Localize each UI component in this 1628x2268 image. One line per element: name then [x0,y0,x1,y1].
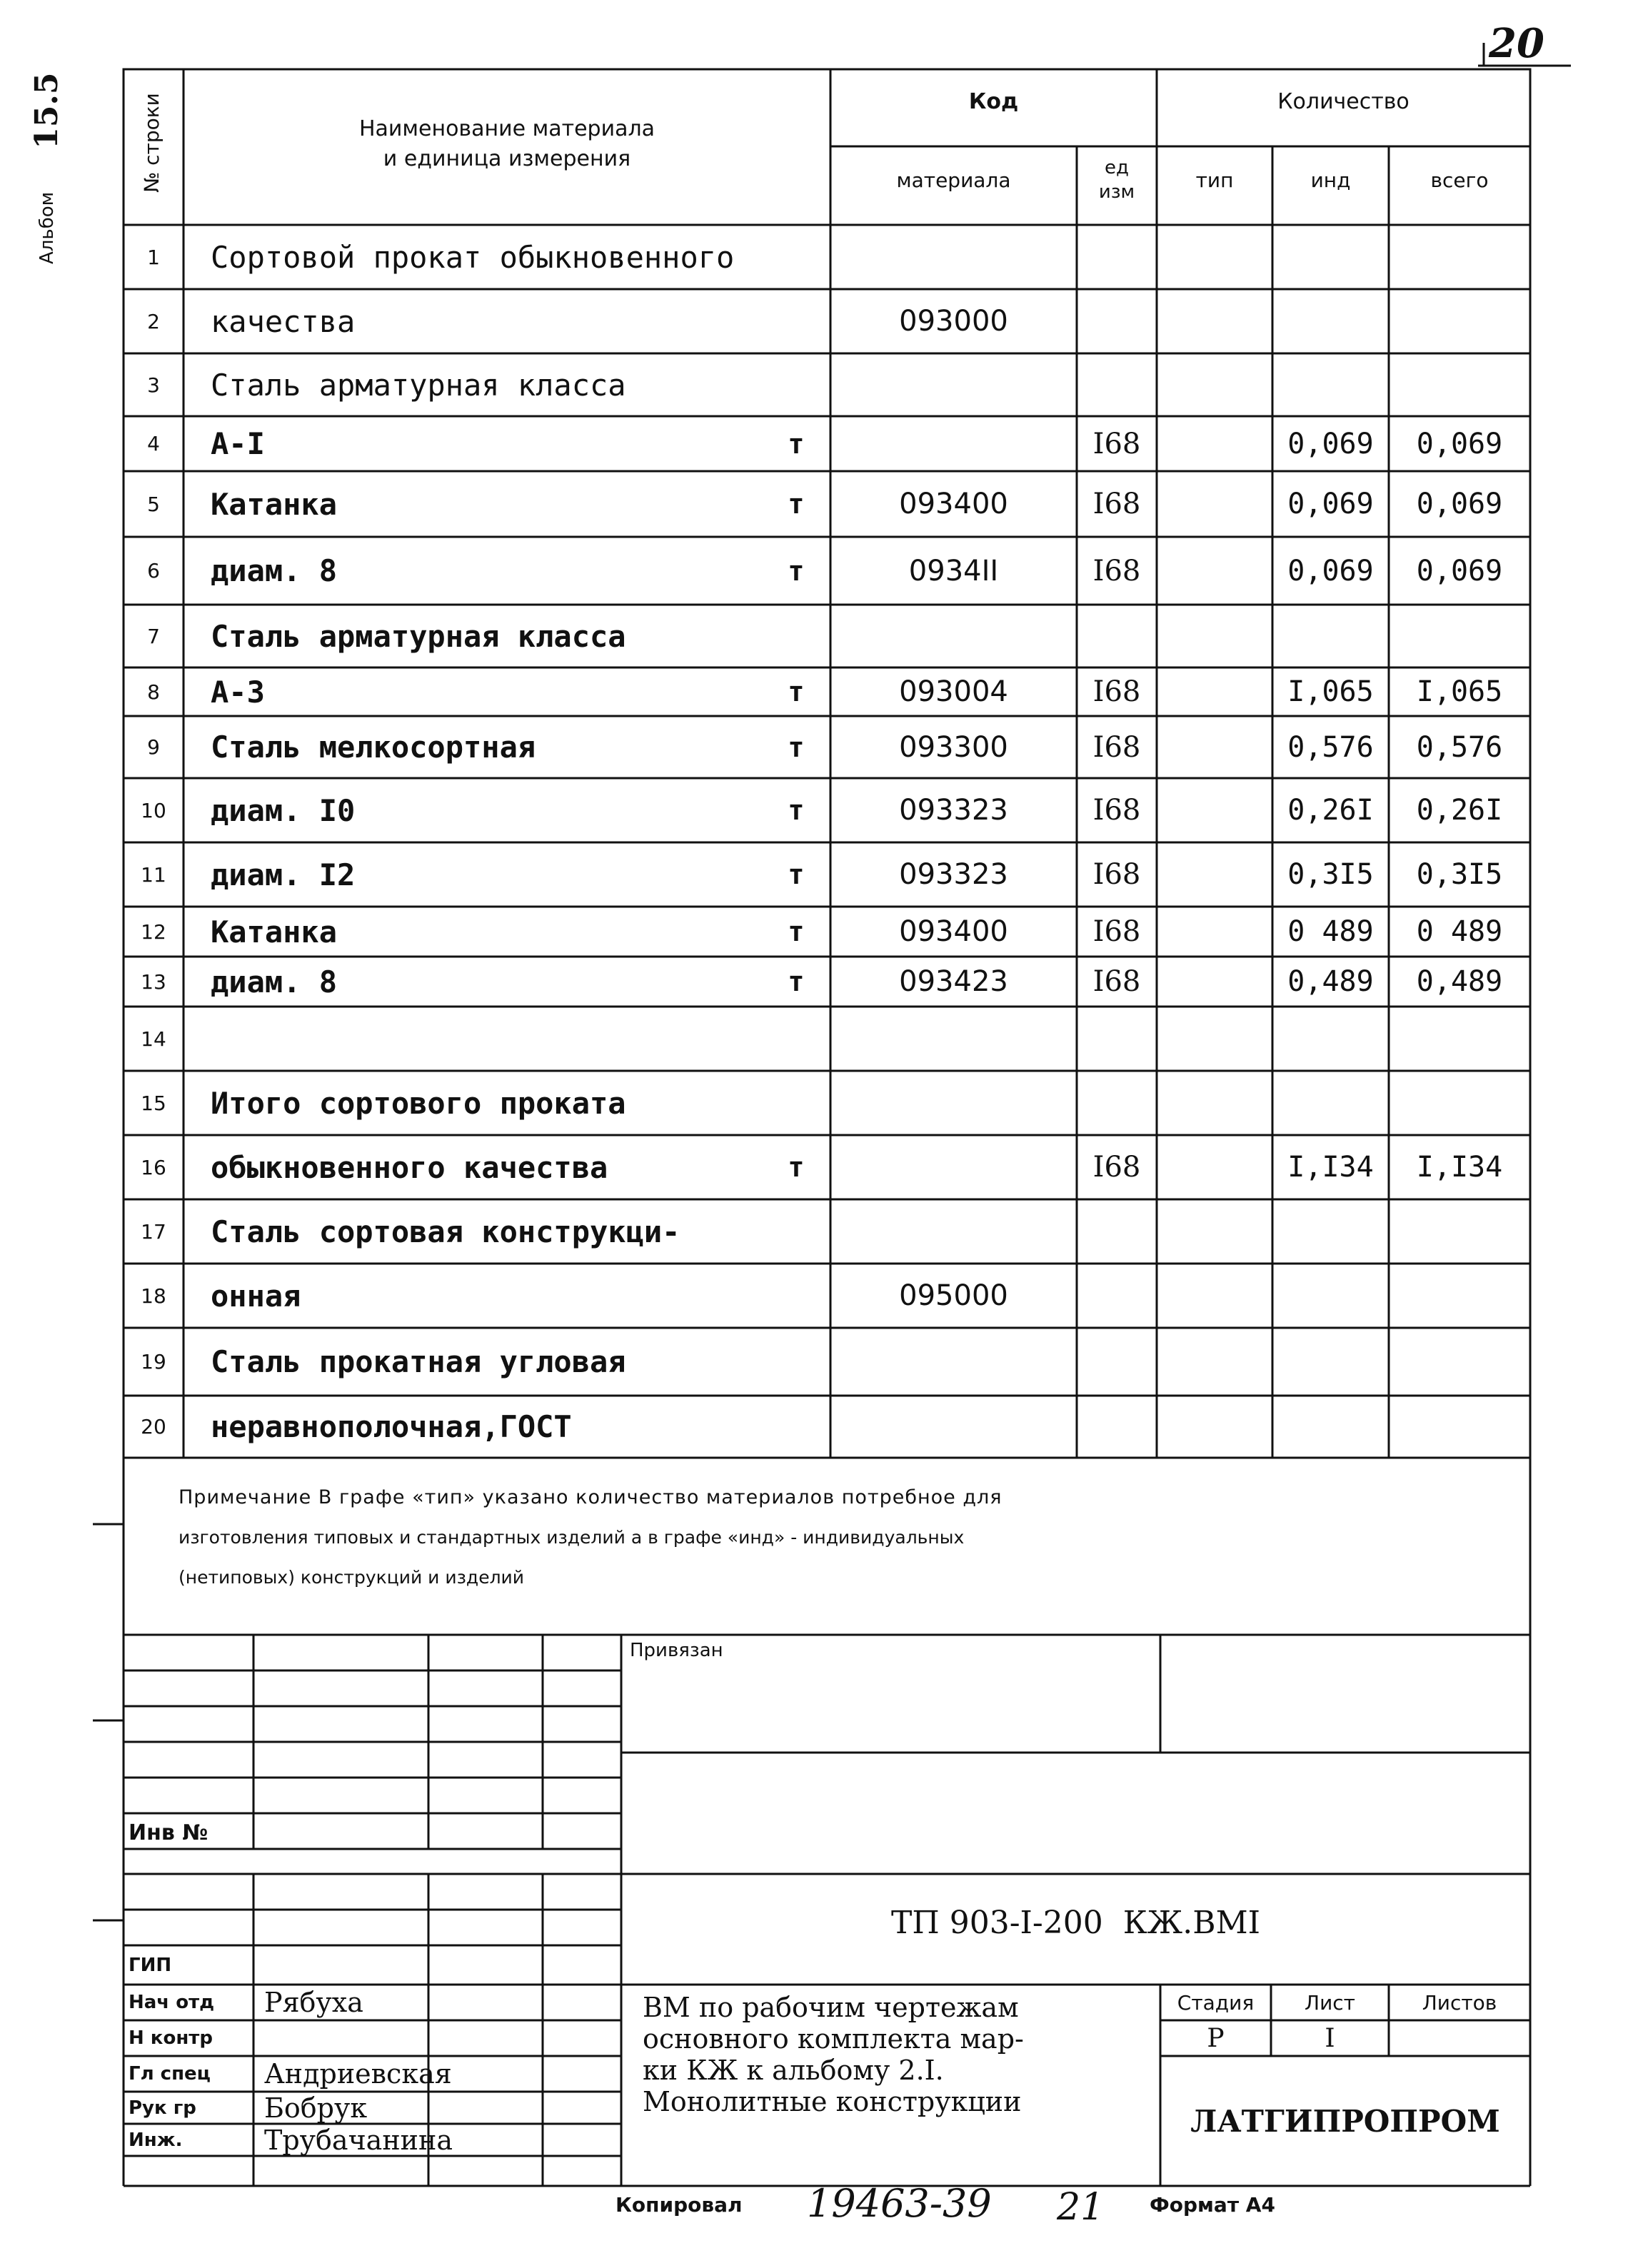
header-code-material: материала [896,168,1011,192]
row-unit [768,1396,825,1458]
side-album-label [29,72,65,264]
footer-copied: Копировал [615,2193,743,2217]
row-ind: 0,069 [1287,427,1374,460]
stamp-name: Трубачанина [264,2124,453,2156]
row-ed [1077,1199,1157,1264]
row-ind: I,I34 [1287,1151,1374,1184]
row-number: 5 [147,492,160,516]
row-ind [1272,1396,1389,1458]
row-ed [1077,605,1157,667]
row-unit [768,1264,825,1328]
row-number: 13 [141,969,166,994]
note-line-2: изготовления типовых и стандартных изделий а в графе «инд» - индивидуальных [179,1527,965,1548]
row-ind: 0,489 [1287,965,1374,998]
header-qty-group: Количество [1277,89,1410,114]
row-tip [1157,1199,1272,1264]
stage-value: Р [1207,2023,1225,2053]
row-number: 1 [147,245,160,269]
page-number: 20 [1489,20,1544,67]
row-unit: т [788,555,805,587]
header-qty-ind: инд [1310,168,1351,192]
stamp-name: Рябуха [264,1987,363,2018]
row-tip [1157,225,1272,289]
row-ind [1272,225,1389,289]
album-code: 15.5 [29,72,65,149]
row-name: А-I [211,426,265,461]
header-qty-type: тип [1195,168,1234,192]
row-total [1389,1199,1530,1264]
row-ind [1272,1007,1389,1071]
row-code [830,1396,1077,1458]
row-unit: т [788,916,805,947]
stamp-privyazan: Привязан [630,1640,723,1661]
row-code [830,1328,1077,1396]
row-unit [768,225,825,289]
row-name [211,1007,782,1071]
row-code: 0934II [908,554,999,588]
row-total: 0,069 [1416,554,1503,588]
row-ed [1077,1007,1157,1071]
row-unit: т [788,795,805,826]
row-name: Катанка [211,486,338,522]
row-number: 8 [147,680,160,704]
row-name: диам. I0 [211,792,356,828]
row-total [1389,1007,1530,1071]
stamp-role: Н контр [129,2027,213,2049]
row-ed: I68 [1092,488,1141,520]
sheet-value: I [1325,2023,1335,2053]
row-total [1389,289,1530,353]
row-ind: 0,069 [1287,554,1374,588]
sheets-value [1389,2020,1530,2056]
row-tip [1157,957,1272,1007]
row-ind: 0,26I [1287,794,1374,827]
stage-label: Стадия [1177,1990,1255,2015]
row-total: 0,576 [1416,730,1503,764]
stamp-name [264,1945,564,1985]
row-code: 093323 [899,794,1008,827]
row-ed: I68 [1092,730,1141,764]
row-ed [1077,1264,1157,1328]
row-ed [1077,353,1157,416]
row-name: обыкновенного качества [211,1149,608,1185]
row-total: I,I34 [1416,1151,1503,1184]
row-tip [1157,289,1272,353]
row-name: качества [211,303,356,339]
row-number: 19 [141,1350,166,1374]
row-name: Катанка [211,914,338,949]
row-ind [1272,1264,1389,1328]
row-total: I,065 [1416,675,1503,708]
stamp-role: ГИП [129,1954,172,1976]
row-tip [1157,537,1272,605]
row-unit: т [788,428,805,460]
row-total [1389,1396,1530,1458]
row-ind: 0 489 [1287,915,1374,948]
row-total [1389,605,1530,667]
row-unit: т [788,488,805,520]
album-label: Альбом [36,191,58,264]
row-unit [768,1199,825,1264]
row-name: Сталь арматурная класса [211,618,626,654]
organization-name: ЛАТГИПРОПРОМ [1190,2103,1500,2139]
row-total: 0,489 [1416,965,1503,998]
row-code: 093423 [899,965,1008,998]
row-number: 6 [147,559,160,583]
note-line-1: Примечание В графе «тип» указано количество материалов потребное для [179,1486,1003,1508]
row-ed: I68 [1092,915,1141,948]
row-ed: I68 [1092,675,1141,708]
row-total [1389,353,1530,416]
row-tip [1157,778,1272,842]
row-name: диам. 8 [211,964,338,999]
row-code [830,1071,1077,1135]
row-number: 2 [147,309,160,333]
row-tip [1157,1071,1272,1135]
row-number: 12 [141,919,166,944]
sheets-label: Листов [1422,1990,1497,2015]
row-code [830,1007,1077,1071]
row-ind: 0,3I5 [1287,858,1374,891]
row-code: 093300 [899,730,1008,764]
header-row-no: № строки [140,93,164,193]
row-name: Сталь арматурная класса [211,367,626,403]
row-number: 9 [147,735,160,759]
stamp-name: Андриевская [264,2058,452,2090]
row-tip [1157,716,1272,778]
row-ind: 0,069 [1287,488,1374,520]
row-code [830,1135,1077,1199]
stamp-inv: Инв № [129,1820,208,1845]
row-ind [1272,289,1389,353]
row-ind [1272,1071,1389,1135]
row-ed [1077,1396,1157,1458]
row-unit [768,289,825,353]
row-tip [1157,1264,1272,1328]
row-total [1389,225,1530,289]
row-code [830,605,1077,667]
row-unit: т [788,859,805,890]
row-number: 7 [147,624,160,648]
row-code [830,1199,1077,1264]
row-ed [1077,1328,1157,1396]
row-ed [1077,1071,1157,1135]
row-name: диам. 8 [211,553,338,588]
row-ed: I68 [1092,554,1141,588]
row-tip [1157,471,1272,537]
row-number: 14 [141,1027,166,1051]
row-tip [1157,416,1272,471]
row-ed: I68 [1092,858,1141,891]
row-total: 0,3I5 [1416,858,1503,891]
stamp-doc-code: ТП 903-I-200 КЖ.ВМI [891,1905,1260,1941]
row-code: 093400 [899,915,1008,948]
note-block [179,1478,1521,1598]
stamp-role: Инж. [129,2129,183,2151]
row-ind: I,065 [1287,675,1374,708]
row-ed: I68 [1092,965,1141,998]
description-line-1: ВМ по рабочим чертежам [643,1992,1019,2023]
description-line-4: Монолитные конструкции [643,2086,1022,2117]
row-code: 093400 [899,488,1008,520]
row-code [830,225,1077,289]
row-code: 093000 [899,305,1008,338]
row-ed: I68 [1092,1151,1141,1184]
description-line-2: основного комплекта мар- [643,2023,1024,2055]
row-name: А-3 [211,674,265,710]
row-number: 3 [147,373,160,397]
row-tip [1157,605,1272,667]
row-name: онная [211,1278,301,1314]
description-line-3: ки КЖ к альбому 2.I. [643,2055,944,2086]
row-code [830,353,1077,416]
stamp-role: Рук гр [129,2097,196,2119]
row-total: 0 489 [1416,915,1503,948]
row-total: 0,069 [1416,427,1503,460]
row-unit: т [788,966,805,997]
header-name: Наименование материала и единица измерения [358,116,655,171]
row-tip [1157,1396,1272,1458]
row-name: Сортовой прокат обыкновенного [211,239,735,275]
row-unit [768,1071,825,1135]
row-unit: т [788,676,805,707]
row-ind [1272,353,1389,416]
row-tip [1157,842,1272,907]
sheet-label: Лист [1305,1990,1355,2015]
row-total: 0,26I [1416,794,1503,827]
row-name: диам. I2 [211,857,356,892]
row-unit: т [788,1151,805,1183]
row-number: 4 [147,432,160,455]
row-name: Сталь сортовая конструкци- [211,1214,680,1249]
header-code-group: Код [968,89,1019,114]
row-number: 10 [141,798,166,822]
row-ed: I68 [1092,794,1141,827]
header-code-unit: ед изм [1098,157,1135,203]
row-number: 18 [141,1284,166,1308]
row-tip [1157,1007,1272,1071]
stamp-description [643,1992,1157,2117]
row-name: неравнополочная,ГОСТ [211,1409,572,1444]
row-unit: т [788,731,805,763]
row-unit [768,353,825,416]
row-code: 093323 [899,858,1008,891]
stamp-role: Гл спец [129,2063,211,2085]
row-number: 20 [141,1415,166,1438]
row-unit [768,1007,825,1071]
stamp-name: Бобрук [264,2092,368,2124]
row-code: 095000 [899,1279,1008,1312]
row-number: 17 [141,1219,166,1244]
footer-format: Формат А4 [1150,2193,1275,2217]
row-total [1389,1328,1530,1396]
row-total: 0,069 [1416,488,1503,520]
row-ind: 0,576 [1287,730,1374,764]
row-code [830,416,1077,471]
row-total [1389,1071,1530,1135]
row-ind [1272,1199,1389,1264]
row-name: Сталь мелкосортная [211,730,536,765]
row-tip [1157,1328,1272,1396]
row-ed [1077,289,1157,353]
row-ind [1272,605,1389,667]
row-name: Сталь прокатная угловая [211,1344,626,1379]
row-unit [768,1328,825,1396]
row-unit [768,605,825,667]
row-tip [1157,667,1272,716]
row-tip [1157,907,1272,957]
row-number: 16 [141,1155,166,1179]
row-tip [1157,353,1272,416]
row-tip [1157,1135,1272,1199]
row-ed: I68 [1092,427,1141,460]
stamp-role: Нач отд [129,1992,215,2013]
footer-number: 19463-39 [807,2181,992,2226]
row-code: 093004 [899,675,1008,708]
row-ed [1077,225,1157,289]
stamp-name [264,2020,564,2056]
row-total [1389,1264,1530,1328]
row-number: 15 [141,1091,166,1115]
row-ind [1272,1328,1389,1396]
row-number: 11 [141,862,166,887]
note-line-3: (нетиповых) конструкций и изделий [179,1567,525,1588]
header-qty-total: всего [1430,168,1489,192]
footer-sub: 21 [1057,2186,1105,2229]
row-name: Итого сортового проката [211,1085,626,1121]
